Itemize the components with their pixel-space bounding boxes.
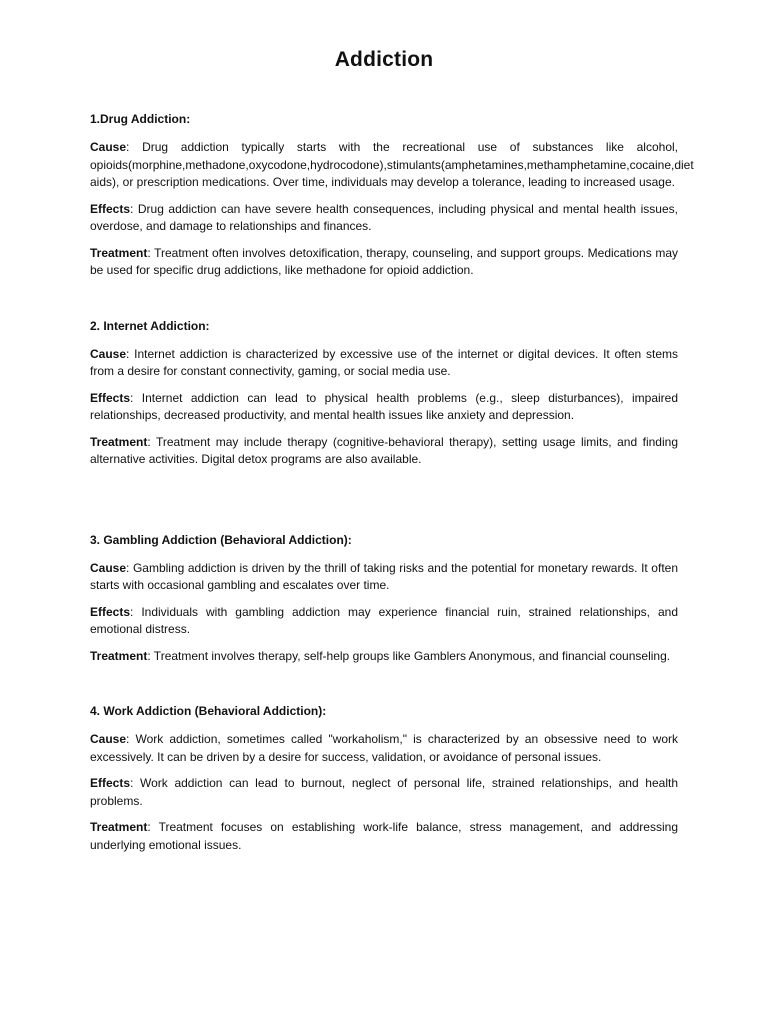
section-spacer [90, 674, 678, 704]
section-spacer [90, 289, 678, 319]
page-title: Addiction [334, 48, 434, 71]
section-heading: 1.Drug Addiction: [90, 112, 191, 126]
treatment-paragraph [90, 819, 678, 854]
effects-label: Effects [90, 201, 131, 216]
treatment-label: Treatment [90, 434, 148, 449]
section-drug-addiction [90, 112, 694, 280]
section-spacer [90, 478, 678, 533]
cause-label: Cause [90, 732, 127, 746]
treatment-text: : Treatment involves therapy, self-help groups like Gamblers Anonymous, and financial counseling. [147, 648, 671, 663]
treatment-text: : Treatment focuses on establishing work-life balance, stress management, and addressing underlying emotional issues. [90, 820, 678, 852]
section-internet-addiction [90, 319, 678, 469]
effects-label: Effects [90, 604, 131, 619]
section-gambling-addiction [90, 533, 678, 666]
effects-paragraph [90, 775, 678, 810]
cause-text: : Drug addiction typically starts with the recreational use of substances like alcohol, opioids(morphine,methadone,oxycodone,hydrocodone),stimulants(amphetamines,methamphetamine,cocaine,diet aids), or prescription medications. Over time, individuals may develop a tolerance, leading to increased usage. [90, 140, 694, 189]
cause-text: : Internet addiction is characterized by excessive use of the internet or digital devices. It often stems from a desire for constant connectivity, gaming, or social media use. [90, 346, 678, 378]
section-heading: 3. Gambling Addiction (Behavioral Addiction): [90, 532, 352, 547]
effects-label: Effects [90, 776, 131, 790]
treatment-text: : Treatment often involves detoxification, therapy, counseling, and support groups. Medications may be used for specific drug addictions, like methadone for opioid addiction. [90, 245, 678, 277]
section-heading: 2. Internet Addiction: [90, 318, 210, 333]
effects-text: : Drug addiction can have severe health consequences, including physical and mental health issues, overdose, and damage to relationships and finances. [90, 201, 678, 233]
cause-label: Cause [90, 346, 127, 361]
treatment-paragraph [90, 434, 678, 469]
treatment-text: : Treatment may include therapy (cognitive-behavioral therapy), setting usage limits, and finding alternative activities. Digital detox programs are also available. [90, 434, 678, 466]
effects-paragraph [90, 390, 678, 425]
treatment-label: Treatment [90, 648, 148, 663]
treatment-paragraph [90, 648, 678, 666]
cause-label: Cause [90, 560, 127, 575]
treatment-label: Treatment [90, 245, 148, 260]
effects-text: : Work addiction can lead to burnout, neglect of personal life, strained relationships, and health problems. [90, 776, 678, 808]
effects-label: Effects [90, 390, 131, 405]
cause-text: : Gambling addiction is driven by the thrill of taking risks and the potential for monetary rewards. It often starts with occasional gambling and escalates over time. [90, 560, 678, 592]
effects-paragraph [90, 604, 678, 639]
cause-paragraph [90, 560, 678, 595]
cause-paragraph [90, 139, 694, 192]
treatment-label: Treatment [90, 820, 148, 834]
cause-text: : Work addiction, sometimes called "workaholism," is characterized by an obsessive need to work excessively. It can be driven by a desire for success, validation, or avoidance of personal issues. [90, 732, 678, 764]
cause-paragraph [90, 346, 678, 381]
section-work-addiction [90, 704, 678, 854]
effects-text: : Internet addiction can lead to physical health problems (e.g., sleep disturbances), impaired relationships, decreased productivity, and mental health issues like anxiety and depression. [90, 390, 678, 422]
effects-text: : Individuals with gambling addiction may experience financial ruin, strained relationships, and emotional distress. [90, 604, 678, 636]
treatment-paragraph [90, 245, 678, 280]
cause-label: Cause [90, 140, 127, 154]
section-heading: 4. Work Addiction (Behavioral Addiction): [90, 704, 327, 718]
effects-paragraph [90, 201, 678, 236]
cause-paragraph [90, 731, 678, 766]
